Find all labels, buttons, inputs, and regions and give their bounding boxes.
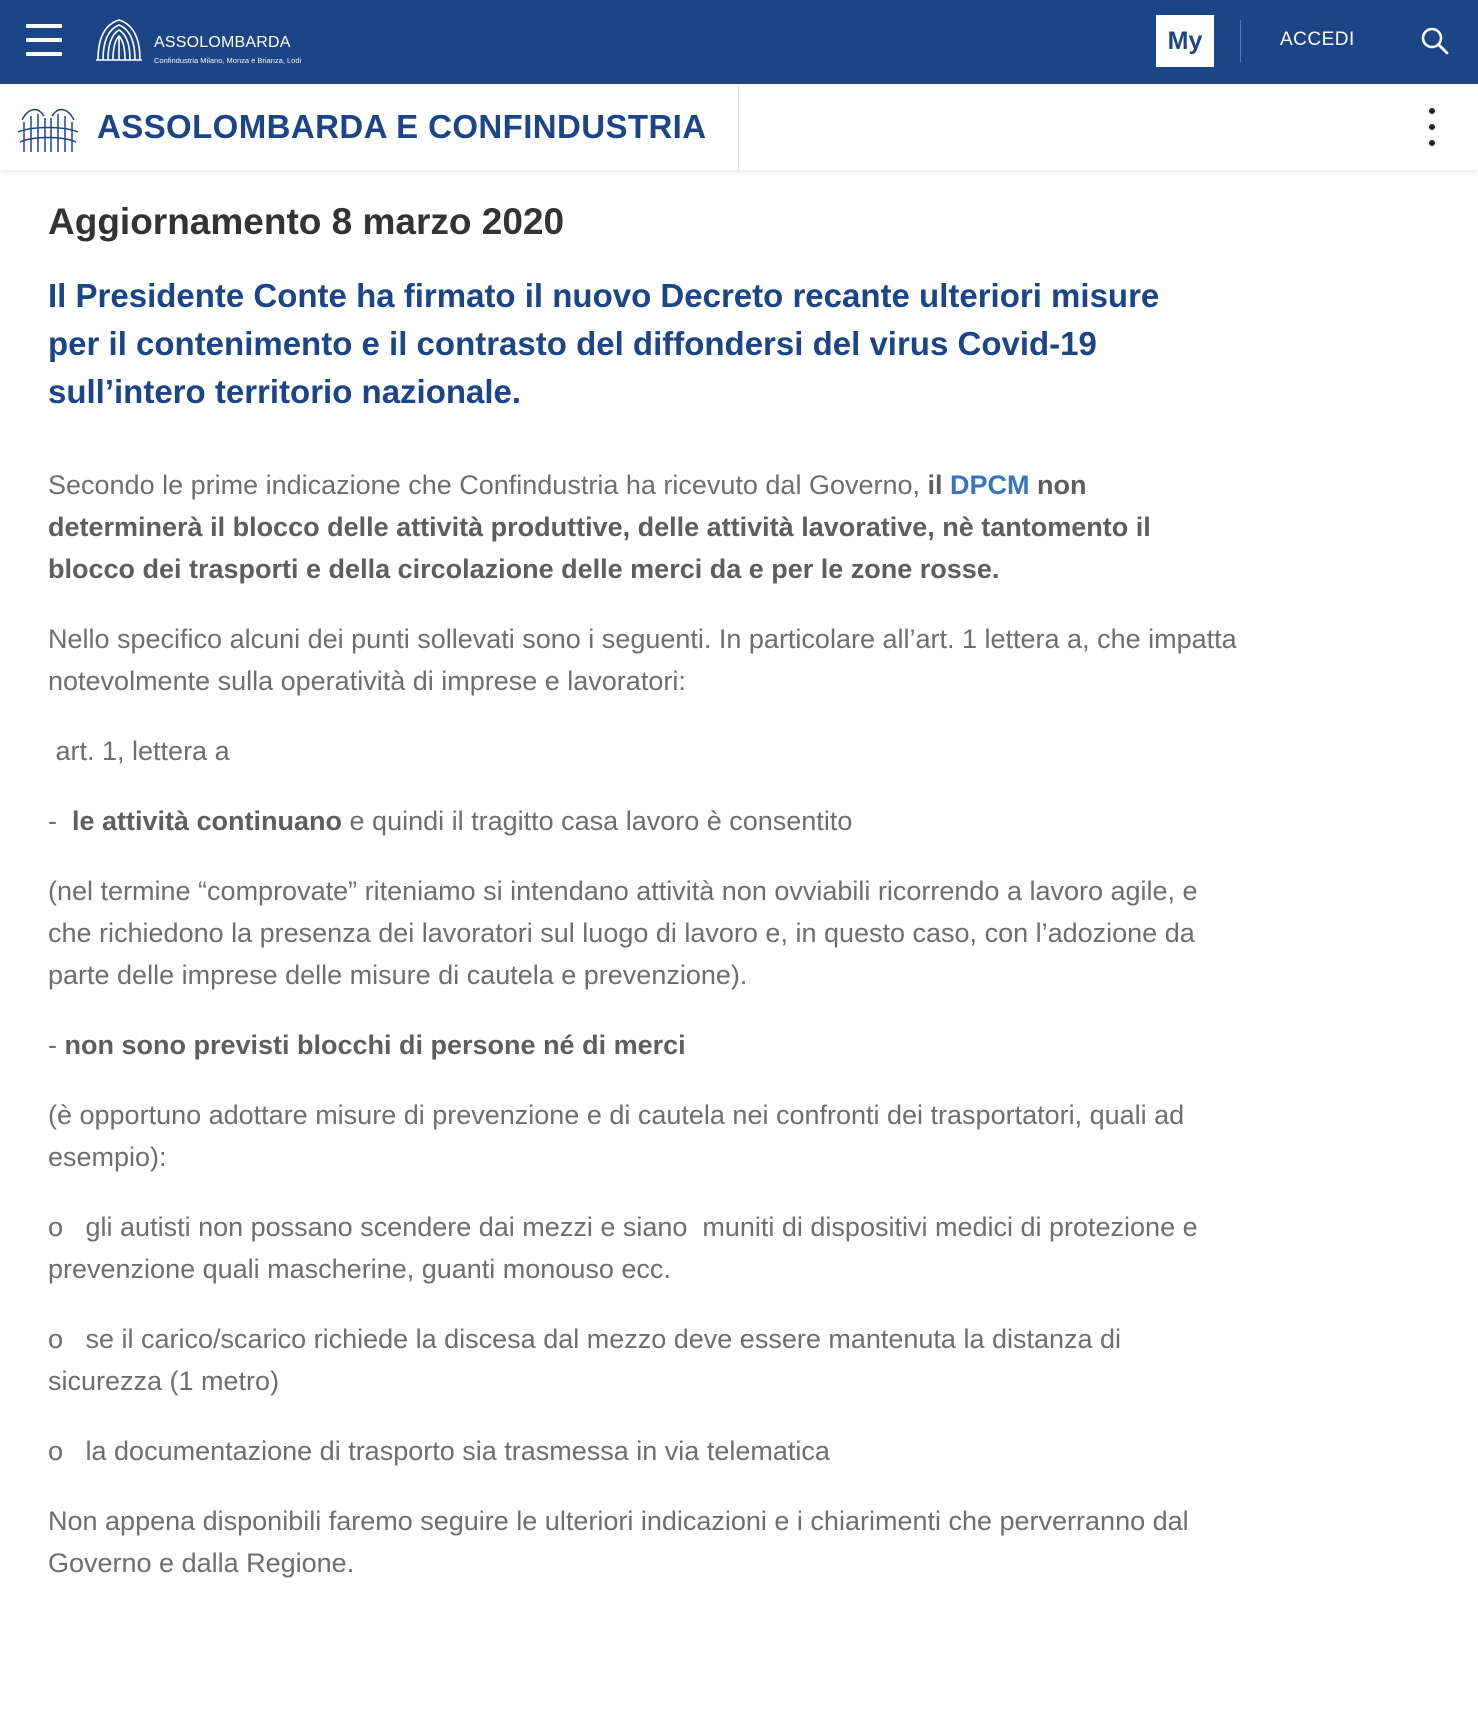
paragraph-bold: non sono previsti blocchi di persone né di merci <box>64 1030 686 1060</box>
top-navbar <box>0 0 1478 84</box>
paragraph <box>48 464 1238 590</box>
article-date: Aggiornamento 8 marzo 2020 <box>48 201 565 242</box>
dpcm-link[interactable]: DPCM <box>950 470 1030 500</box>
bullet-dash: - <box>48 1030 65 1060</box>
my-button[interactable]: My <box>1156 15 1214 67</box>
menu-icon[interactable] <box>26 24 62 56</box>
brand-name[interactable]: ASSOLOMBARDA <box>154 34 291 51</box>
paragraph <box>48 1024 1238 1066</box>
paragraph: Nello specifico alcuni dei punti sollevati sono i seguenti. In particolare all’art. 1 lettera a, che impatta notevolmente sulla operatività di imprese e lavoratori: <box>48 624 1237 696</box>
paragraph <box>48 800 1238 842</box>
article-headline: Il Presidente Conte ha firmato il nuovo Decreto recante ulteriori misure per il contenimento e il contrasto del diffondersi del virus Covid-19 sull’intero territorio nazionale. <box>48 277 1160 410</box>
section-header <box>0 84 1478 170</box>
search-icon[interactable] <box>1420 26 1450 56</box>
section-logo-icon <box>14 102 82 156</box>
paragraph-bold: non determinerà il blocco delle attività produttive, delle attività lavorative, nè tantomento il blocco dei trasporti e della circolazione delle merci da e per le zone rosse. <box>48 470 1151 584</box>
paragraph-bold: il <box>927 470 951 500</box>
paragraph: art. 1, lettera a <box>48 736 230 766</box>
paragraph-bold: le attività continuano <box>72 806 343 836</box>
paragraph-text: Secondo le prime indicazione che Confindustria ha ricevuto dal Governo, <box>48 470 928 500</box>
paragraph: (è opportuno adottare misure di prevenzione e di cautela nei confronti dei trasportatori, quali ad esempio): <box>48 1100 1185 1172</box>
paragraph: (nel termine “comprovate” riteniamo si intendano attività non ovviabili ricorrendo a lavoro agile, e che richiedono la presenza dei lavoratori sul luogo di lavoro e, in questo caso, con l’adozione da parte delle imprese delle misure di cautela e prevenzione). <box>48 876 1198 990</box>
divider <box>738 84 739 170</box>
bullet-dash: - <box>48 806 72 836</box>
paragraph: Non appena disponibili faremo seguire le ulteriori indicazioni e i chiarimenti che perverranno dal Governo e dalla Regione. <box>48 1506 1189 1578</box>
list-item: o la documentazione di trasporto sia trasmessa in via telematica <box>48 1436 830 1466</box>
list-item: o gli autisti non possano scendere dai mezzi e siano muniti di dispositivi medici di protezione e prevenzione quali mascherine, guanti monouso ecc. <box>48 1212 1206 1284</box>
more-options-icon[interactable] <box>1420 108 1444 148</box>
assolombarda-logo-icon[interactable] <box>92 14 146 66</box>
login-link[interactable]: ACCEDI <box>1280 29 1355 50</box>
paragraph-text: e quindi il tragitto casa lavoro è consentito <box>342 806 853 836</box>
article-body <box>48 196 1248 1584</box>
list-item: o se il carico/scarico richiede la discesa dal mezzo deve essere mantenuta la distanza di sicurezza (1 metro) <box>48 1324 1129 1396</box>
divider <box>1240 20 1241 62</box>
section-title[interactable]: ASSOLOMBARDA E CONFINDUSTRIA <box>97 108 707 145</box>
brand-subtitle: Confindustria Milano, Monza e Brianza, Lodi <box>154 56 302 65</box>
